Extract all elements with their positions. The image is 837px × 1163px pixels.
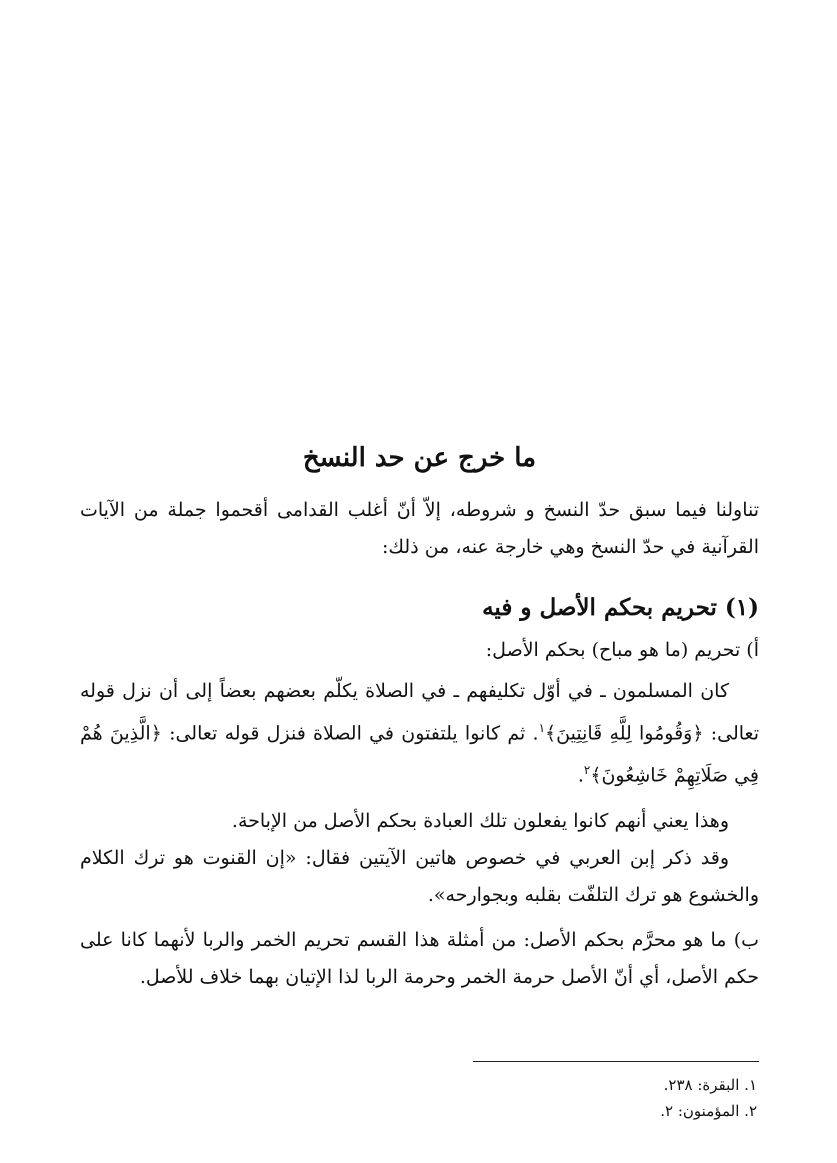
paragraph-text-end: . — [577, 764, 584, 787]
footnote-1: ١. البقرة: ٢٣٨. — [663, 1076, 757, 1094]
paragraph-text-part2: . ثم كانوا يلتفتون في الصلاة فنزل قوله تعالى: ﴿الَّذِينَ هُمْ فِي صَلَاتِهِمْ خَاشِعُونَ﴾ — [80, 722, 759, 787]
main-content — [80, 438, 759, 996]
footnote-2: ٢. المؤمنون: ٢. — [660, 1102, 757, 1120]
footnotes — [660, 1072, 757, 1124]
paragraph-text-part1: كان المسلمون ـ في أوّل تكليفهم ـ في الصلاة يكلّم بعضهم بعضاً إلى أن نزل قوله تعالى: ﴿وَقُومُوا لِلَّهِ قَانِتِينَ﴾ — [80, 680, 759, 745]
subsection-b-paragraph: ب) ما هو محرَّم بحكم الأصل: من أمثلة هذا القسم تحريم الخمر والربا لأنهما كانا على حكم الأصل، أي أنّ الأصل حرمة الخمر وحرمة الربا لذا الإتيان بهما خلاف للأصل. — [80, 928, 759, 988]
intro-paragraph: تناولنا فيما سبق حدّ النسخ و شروطه، إلاّ أنّ أغلب القدامى أقحموا جملة من الآيات القرآنية في حدّ النسخ وهي خارجة عنه، من ذلك: — [80, 499, 759, 558]
subsection-a-heading: أ) تحريم (ما هو مباح) بحكم الأصل: — [485, 639, 759, 661]
footnote-marker-1[interactable]: ١ — [538, 721, 546, 735]
section-heading: (١) تحريم بحكم الأصل و فيه — [482, 594, 759, 621]
chapter-title: ما خرج عن حد النسخ — [302, 443, 537, 473]
footnote-divider — [473, 1061, 759, 1062]
paragraph-ibn-arabi: وقد ذكر إبن العربي في خصوص هاتين الآيتين فقال: «إن القنوت هو ترك الكلام والخشوع هو ترك التلفّت بقلبه وبجوارحه». — [80, 846, 759, 906]
paragraph-quran-verses — [80, 673, 759, 795]
footnote-marker-2[interactable]: ٢ — [583, 763, 591, 778]
paragraph-meaning: وهذا يعني أنهم كانوا يفعلون تلك العبادة بحكم الأصل من الإباحة. — [231, 809, 729, 832]
